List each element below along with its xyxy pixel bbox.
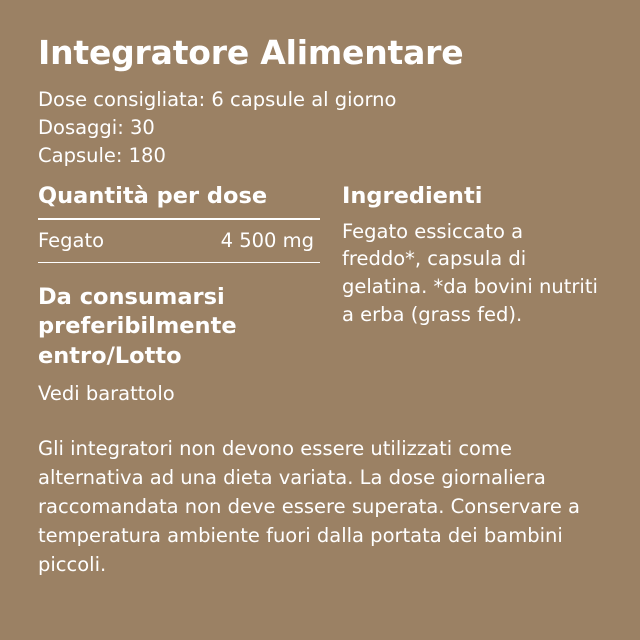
servings-count-line: Dosaggi: 30 [38, 116, 155, 140]
capsules-count-line: Capsule: 180 [38, 144, 166, 168]
best-before-heading: Da consumarsi preferibilmente entro/Lotto [38, 283, 237, 370]
ingredients-text: Fegato essiccato a freddo*, capsula di gelatina. *da bovini nutriti a erba (grass fed). [342, 219, 598, 326]
table-row [38, 224, 320, 258]
page-title: Integratore Alimentare [38, 33, 464, 72]
amount-per-dose-heading: Quantità per dose [38, 182, 268, 209]
best-before-value: Vedi barattolo [38, 381, 175, 405]
ingredients-heading: Ingredienti [342, 182, 483, 209]
label-columns [38, 183, 602, 407]
best-before-block [38, 283, 320, 407]
serving-suggestion-line: Dose consigliata: 6 capsule al giorno [38, 87, 397, 111]
amount-row-name: Fegato [38, 228, 105, 252]
disclaimer-text: Gli integratori non devono essere utilizzati come alternativa ad una dieta variata. La dose giornaliera raccomandata non deve essere superata. Conservare a temperatura ambiente fuori dalla portata dei bambini piccoli. [38, 437, 580, 576]
amount-row-value: 4 500 mg [220, 228, 314, 252]
ingredients-column [338, 183, 602, 407]
amount-divider-top [38, 218, 320, 220]
amount-per-dose-column [38, 183, 338, 407]
amount-divider-bottom [38, 262, 320, 263]
disclaimer-block [38, 435, 602, 579]
